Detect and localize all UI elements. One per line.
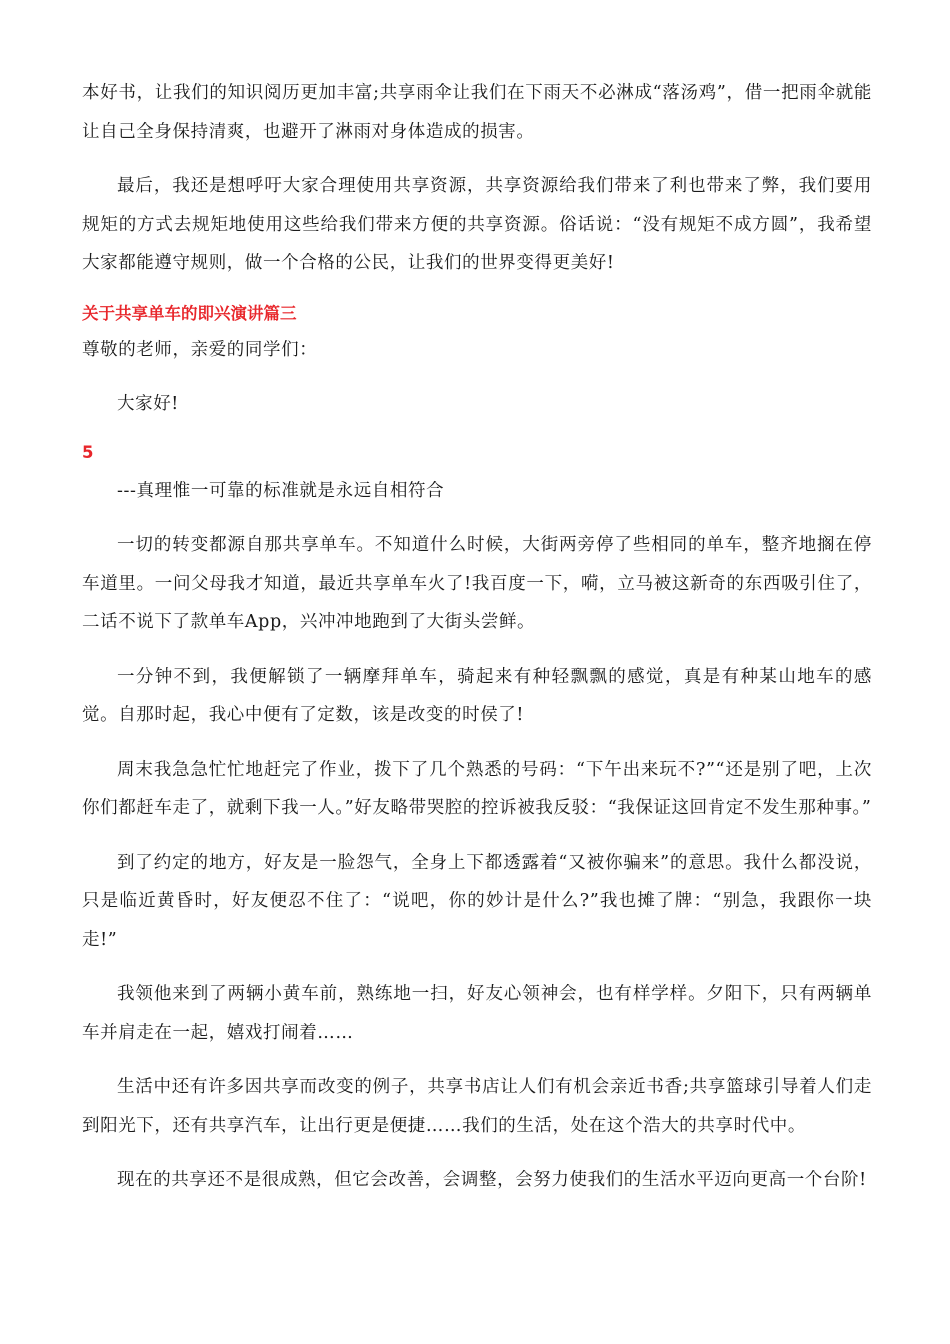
salutation: 尊敬的老师，亲爱的同学们：	[82, 339, 318, 360]
paragraph: 现在的共享还不是很成熟，但它会改善，会调整，会努力使我们的生活水平迈向更高一个台阶!	[117, 1170, 867, 1190]
page-number: 5	[82, 442, 94, 462]
paragraph: 到了约定的地方，好友是一脸怨气，全身上下都透露着“又被你骗来”的意思。我什么都没说，只是临近黄昏时，好友便忍不住了：“说吧，你的妙计是什么?”我也摊了牌：“别急，我跟你一块走!”	[82, 852, 872, 950]
document-page	[82, 74, 872, 1200]
paragraph: 一切的转变都源自那共享单车。不知道什么时候，大街两旁停了些相同的单车，整齐地搁在停车道里。一问父母我才知道，最近共享单车火了!我百度一下，嗬，立马被这新奇的东西吸引住了，二话不说下了款单车App，兴冲冲地跑到了大街头尝鲜。	[82, 535, 872, 632]
section-heading: 关于共享单车的即兴演讲篇三	[82, 303, 297, 323]
paragraph-continued: 本好书，让我们的知识阅历更加丰富;共享雨伞让我们在下雨天不必淋成“落汤鸡”，借一把雨伞就能让自己全身保持清爽，也避开了淋雨对身体造成的损害。	[82, 83, 872, 142]
paragraph-closing: 最后，我还是想呼吁大家合理使用共享资源，共享资源给我们带来了利也带来了弊，我们要用规矩的方式去规矩地使用这些给我们带来方便的共享资源。俗话说：“没有规矩不成方圆”，我希望大家都能遵守规则，做一个合格的公民，让我们的世界变得更美好!	[82, 176, 872, 273]
paragraph: 生活中还有许多因共享而改变的例子，共享书店让人们有机会亲近书香;共享篮球引导着人们走到阳光下，还有共享汽车，让出行更是便捷……我们的生活，处在这个浩大的共享时代中。	[82, 1077, 872, 1136]
paragraph: 一分钟不到，我便解锁了一辆摩拜单车，骑起来有种轻飘飘的感觉，真是有种某山地车的感觉。自那时起，我心中便有了定数，该是改变的时侯了!	[82, 666, 872, 725]
greeting: 大家好!	[117, 394, 179, 414]
paragraph: 周末我急急忙忙地赶完了作业，拨下了几个熟悉的号码：“下午出来玩不?”“还是别了吧，上次你们都赶车走了，就剩下我一人。”好友略带哭腔的控诉被我反驳：“我保证这回肯定不发生那种事。”	[82, 759, 872, 818]
epigraph: ---真理惟一可靠的标准就是永远自相符合	[117, 480, 445, 501]
paragraph: 我领他来到了两辆小黄车前，熟练地一扫，好友心领神会，也有样学样。夕阳下，只有两辆单车并肩走在一起，嬉戏打闹着……	[82, 984, 872, 1043]
